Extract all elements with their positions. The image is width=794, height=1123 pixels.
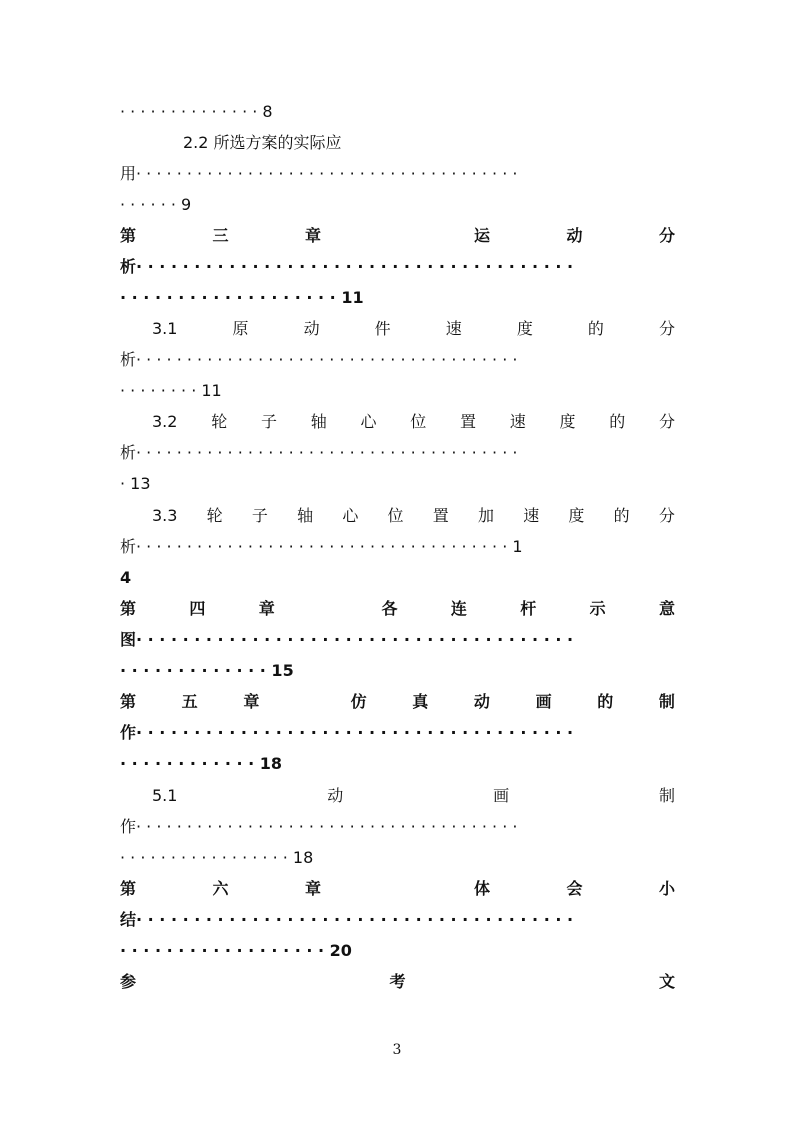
toc-line: · · · · · · · · · · · · 18 [120,754,283,773]
toc-entry-3-1 [152,317,675,341]
toc-word: 加 [477,506,494,525]
toc-entry-5-1 [152,784,675,808]
toc-word: 分 [658,319,675,338]
toc-word: 六 [212,879,229,898]
toc-word: 四 [189,599,206,618]
toc-word: 小 [658,879,675,898]
toc-word: 各 [381,599,398,618]
toc-word: 轴 [310,412,327,431]
toc-word: 第 [120,226,137,245]
toc-references [120,970,675,994]
toc-line: · · · · · · 9 [120,195,192,214]
toc-word: 度 [516,319,533,338]
toc-line: · · · · · · · · · · · · · · · · · · 20 [120,941,352,960]
toc-word: 会 [566,879,583,898]
toc-word: 仿 [350,692,367,711]
toc-word: 置 [432,506,449,525]
toc-word: 分 [658,412,675,431]
toc-line: 结· · · · · · · · · · · · · · · · · · · · · · · · · · · · · · · · · · · · · · [120,910,574,929]
toc-word: 第 [120,692,137,711]
toc-word: 位 [387,506,404,525]
toc-line: · · · · · · · · · · · · · · · · · · · 11 [120,288,364,307]
toc-word: 章 [243,692,260,711]
toc-word: 动 [303,319,320,338]
toc-word: 真 [412,692,429,711]
toc-line: · 13 [120,474,151,493]
toc-word: 运 [473,226,490,245]
toc-word: 分 [658,226,675,245]
toc-word: 参 [120,972,137,991]
toc-word: 的 [613,506,630,525]
toc-word: 件 [374,319,391,338]
toc-word: 意 [658,599,675,618]
toc-word: 章 [258,599,275,618]
toc-line: · · · · · · · · 11 [120,381,222,400]
toc-word: 的 [597,692,614,711]
toc-word: 心 [342,506,359,525]
toc-word: 的 [609,412,626,431]
toc-word: 度 [568,506,585,525]
toc-word: 示 [589,599,606,618]
toc-word: 杆 [520,599,537,618]
toc-line: 用· · · · · · · · · · · · · · · · · · · · · · · · · · · · · · · · · · · · · · [120,164,518,183]
toc-word: 置 [459,412,476,431]
toc-entry-2-2: 2.2 所选方案的实际应 [183,133,342,152]
toc-line: 图· · · · · · · · · · · · · · · · · · · · · · · · · · · · · · · · · · · · · · [120,630,574,649]
toc-word: 制 [658,786,675,805]
toc-line: · · · · · · · · · · · · · · 8 [120,102,273,121]
toc-chapter-5 [120,690,675,714]
toc-word: 度 [559,412,576,431]
toc-word: 速 [523,506,540,525]
toc-word: 位 [410,412,427,431]
toc-word: 速 [509,412,526,431]
toc-chapter-6 [120,877,675,901]
toc-word: 的 [587,319,604,338]
toc-line: 析· · · · · · · · · · · · · · · · · · · · · · · · · · · · · · · · · · · · · 1 [120,537,523,556]
toc-entry-3-2 [152,410,675,434]
toc-word: 文 [658,972,675,991]
toc-chapter-4 [120,597,675,621]
toc-line: 析· · · · · · · · · · · · · · · · · · · · · · · · · · · · · · · · · · · · · · [120,350,518,369]
page-number: 3 [392,1042,402,1058]
toc-word: 连 [450,599,467,618]
toc-word: 画 [535,692,552,711]
toc-word: 制 [658,692,675,711]
toc-word: 心 [360,412,377,431]
toc-word: 3.3 [152,506,178,525]
toc-word: 轮 [211,412,228,431]
toc-line: · · · · · · · · · · · · · · · · · 18 [120,848,314,867]
toc-line: 析· · · · · · · · · · · · · · · · · · · · · · · · · · · · · · · · · · · · · · [120,443,518,462]
toc-word: 子 [251,506,268,525]
toc-word: 轴 [297,506,314,525]
toc-word: 三 [212,226,229,245]
toc-word: 动 [327,786,344,805]
toc-word: 考 [389,972,406,991]
toc-line: 作· · · · · · · · · · · · · · · · · · · · · · · · · · · · · · · · · · · · · · [120,723,574,742]
toc-chapter-3 [120,224,675,248]
toc-word: 画 [493,786,510,805]
toc-word: 5.1 [152,786,178,805]
toc-word: 动 [473,692,490,711]
toc-line: 作· · · · · · · · · · · · · · · · · · · · · · · · · · · · · · · · · · · · · · [120,817,518,836]
toc-word: 第 [120,599,137,618]
toc-word: 速 [445,319,462,338]
toc-line: 析· · · · · · · · · · · · · · · · · · · · · · · · · · · · · · · · · · · · · · [120,257,574,276]
toc-word: 动 [566,226,583,245]
toc-word: 分 [658,506,675,525]
toc-word: 子 [260,412,277,431]
toc-word: 体 [473,879,490,898]
toc-word: 原 [232,319,249,338]
toc-word: 第 [120,879,137,898]
toc-word: 章 [305,879,322,898]
toc-word: 3.2 [152,412,178,431]
toc-entry-3-3 [152,504,675,528]
toc-word: 3.1 [152,319,178,338]
toc-word: 五 [181,692,198,711]
toc-word: 章 [305,226,322,245]
toc-line: 4 [120,568,132,587]
toc-word: 轮 [206,506,223,525]
toc-line: · · · · · · · · · · · · · 15 [120,661,294,680]
